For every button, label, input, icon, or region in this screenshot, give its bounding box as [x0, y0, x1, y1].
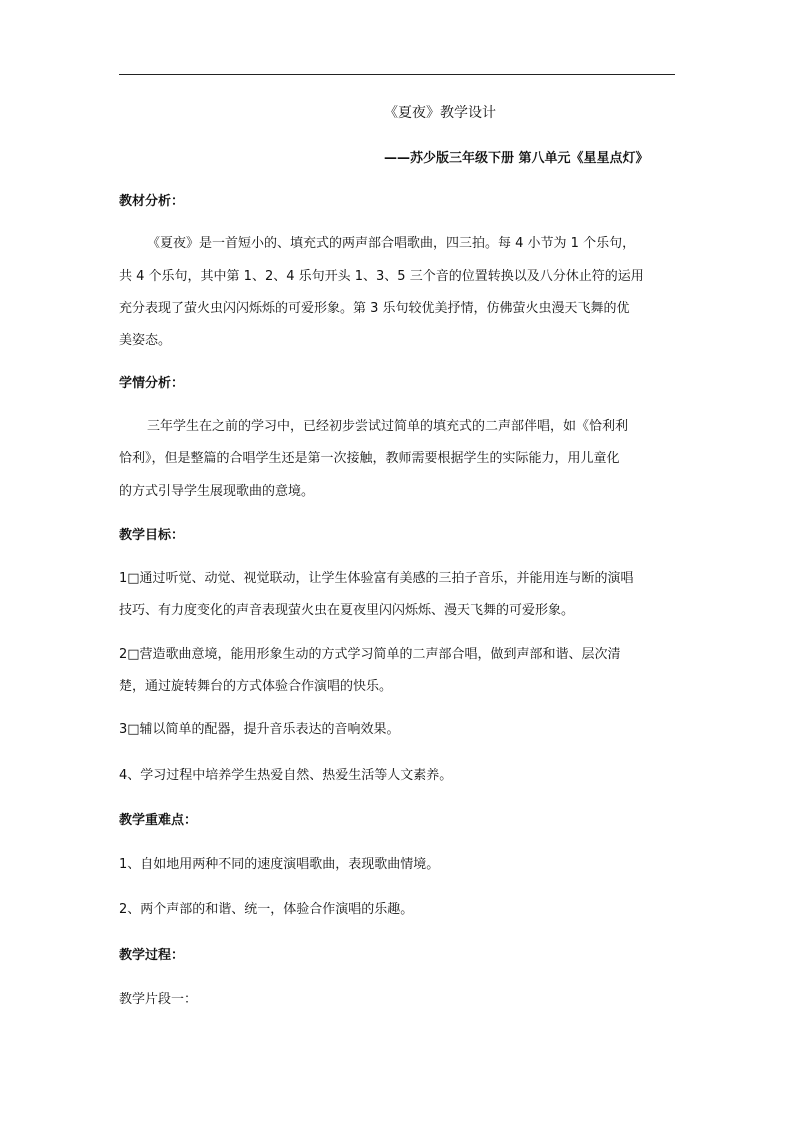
goals-line-5: 3□辅以简单的配器，提升音乐表达的音响效果。 — [119, 722, 400, 737]
section-heading-goals: 教学目标： — [119, 528, 185, 543]
materials-line-1: 《夏夜》是一首短小的、填充式的两声部合唱歌曲，四三拍。每 4 小节为 1 个乐句， — [147, 236, 636, 251]
section-heading-process: 教学过程： — [119, 948, 185, 963]
difficulties-line-2: 2、两个声部的和谐、统一，体验合作演唱的乐趣。 — [119, 902, 414, 917]
goals-line-6: 4、学习过程中培养学生热爱自然、热爱生活等人文素养。 — [119, 768, 453, 783]
header-rule — [119, 74, 675, 75]
section-heading-materials: 教材分析： — [119, 194, 185, 209]
goals-line-4: 楚，通过旋转舞台的方式体验合作演唱的快乐。 — [119, 679, 393, 694]
students-line-3: 的方式引导学生展现歌曲的意境。 — [119, 484, 315, 499]
materials-line-3: 充分表现了萤火虫闪闪烁烁的可爱形象。第 3 乐句较优美抒情，仿佛萤火虫漫天飞舞的优 — [119, 301, 630, 316]
difficulties-line-1: 1、自如地用两种不同的速度演唱歌曲，表现歌曲情境。 — [119, 857, 440, 872]
document-title: 《夏夜》教学设计 — [384, 105, 496, 121]
section-heading-difficulties: 教学重难点： — [119, 813, 198, 828]
students-line-1: 三年学生在之前的学习中，已经初步尝试过简单的填充式的二声部伴唱，如《恰利利 — [147, 419, 629, 434]
goals-line-1: 1□通过听觉、动觉、视觉联动，让学生体验富有美感的三拍子音乐，并能用连与断的演唱 — [119, 571, 634, 586]
materials-line-2: 共 4 个乐句，其中第 1、2、4 乐句开头 1、3、5 三个音的位置转换以及八分休止符的运用 — [119, 269, 644, 284]
process-line-1: 教学片段一： — [119, 992, 198, 1007]
goals-line-3: 2□营造歌曲意境，能用形象生动的方式学习简单的二声部合唱，做到声部和谐、层次清 — [119, 647, 621, 662]
document-subtitle: ——苏少版三年级下册 第八单元《星星点灯》 — [384, 151, 649, 166]
materials-line-4: 美姿态。 — [119, 333, 172, 348]
section-heading-students: 学情分析： — [119, 376, 185, 391]
goals-line-2: 技巧、有力度变化的声音表现萤火虫在夏夜里闪闪烁烁、漫天飞舞的可爱形象。 — [119, 603, 575, 618]
students-line-2: 恰利》，但是整篇的合唱学生还是第一次接触，教师需要根据学生的实际能力，用儿童化 — [119, 451, 620, 466]
